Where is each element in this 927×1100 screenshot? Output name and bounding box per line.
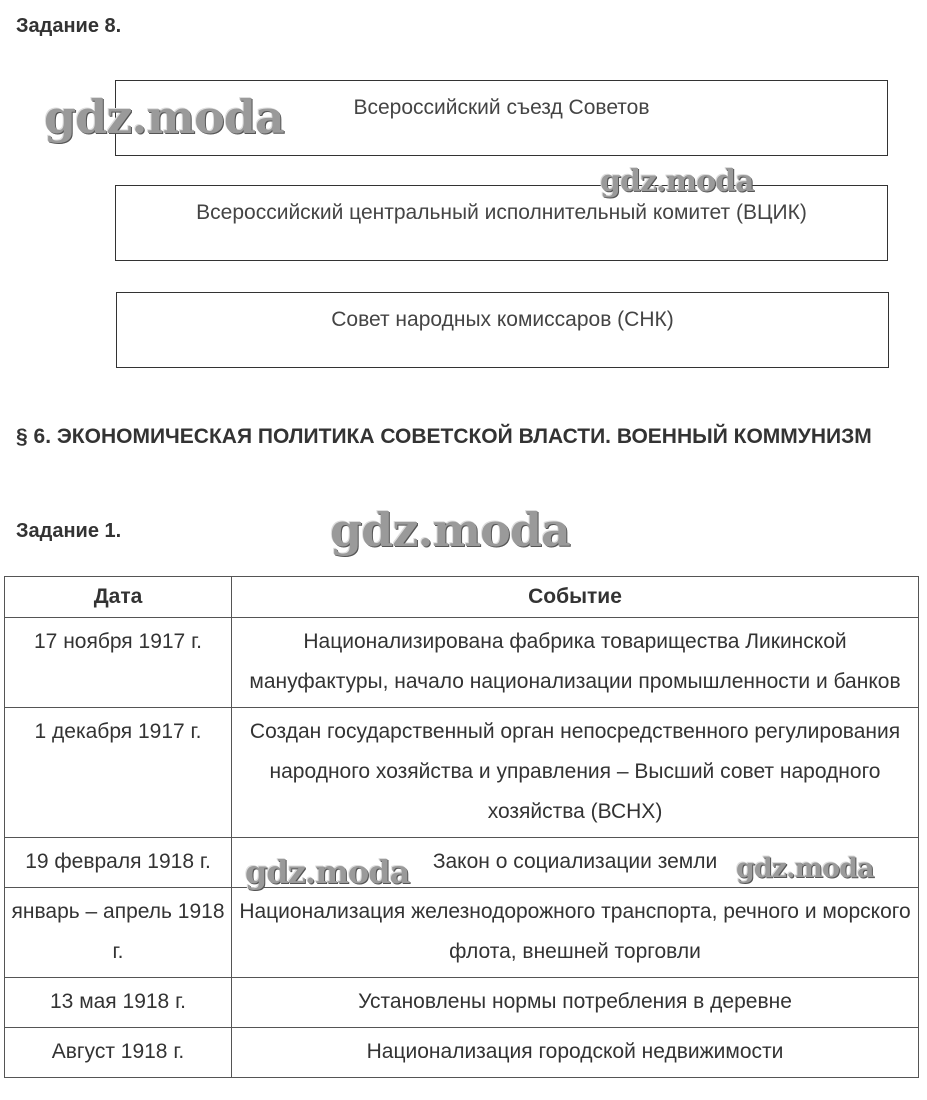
scheme-box-label: Всероссийский съезд Советов	[353, 96, 650, 119]
scheme-box-vtsik	[115, 185, 888, 261]
event-cell: Закон о социализации земли	[232, 838, 919, 888]
column-header-event: Событие	[232, 577, 919, 618]
event-cell: Установлены нормы потребления в деревне	[232, 978, 919, 1028]
task-8-heading: Задание 8.	[16, 15, 122, 37]
table-header-row	[5, 577, 919, 618]
task-1-heading: Задание 1.	[16, 520, 122, 542]
table-row	[5, 1028, 919, 1078]
date-cell: 13 мая 1918 г.	[5, 978, 232, 1028]
event-cell: Национализация железнодорожного транспорта, речного и морского флота, внешней торговли	[232, 888, 919, 978]
date-cell: 19 февраля 1918 г.	[5, 838, 232, 888]
watermark: gdz.moda	[736, 853, 874, 884]
section-title: § 6. ЭКОНОМИЧЕСКАЯ ПОЛИТИКА СОВЕТСКОЙ ВЛАСТИ. ВОЕННЫЙ КОММУНИЗМ	[16, 425, 872, 448]
scheme-box-snk	[116, 292, 889, 368]
event-cell: Создан государственный орган непосредственного регулирования народного хозяйства и управления – Высший совет народного хозяйства (ВСНХ)	[232, 708, 919, 838]
event-cell: Национализация городской недвижимости	[232, 1028, 919, 1078]
table-row	[5, 618, 919, 708]
table-row	[5, 708, 919, 838]
table-row	[5, 888, 919, 978]
scheme-box-label: Совет народных комиссаров (СНК)	[331, 308, 674, 331]
table-row	[5, 978, 919, 1028]
watermark: gdz.moda	[44, 90, 284, 144]
date-cell: Август 1918 г.	[5, 1028, 232, 1078]
scheme-box-label: Всероссийский центральный исполнительный комитет (ВЦИК)	[196, 201, 807, 224]
column-header-date: Дата	[5, 577, 232, 618]
date-cell: январь – апрель 1918 г.	[5, 888, 232, 978]
watermark: gdz.moda	[330, 503, 570, 557]
date-cell: 17 ноября 1917 г.	[5, 618, 232, 708]
watermark: gdz.moda	[600, 164, 754, 199]
event-cell: Национализирована фабрика товарищества Ликинской мануфактуры, начало национализации промышленности и банков	[232, 618, 919, 708]
events-table	[4, 576, 919, 1078]
date-cell: 1 декабря 1917 г.	[5, 708, 232, 838]
watermark: gdz.moda	[245, 853, 410, 891]
